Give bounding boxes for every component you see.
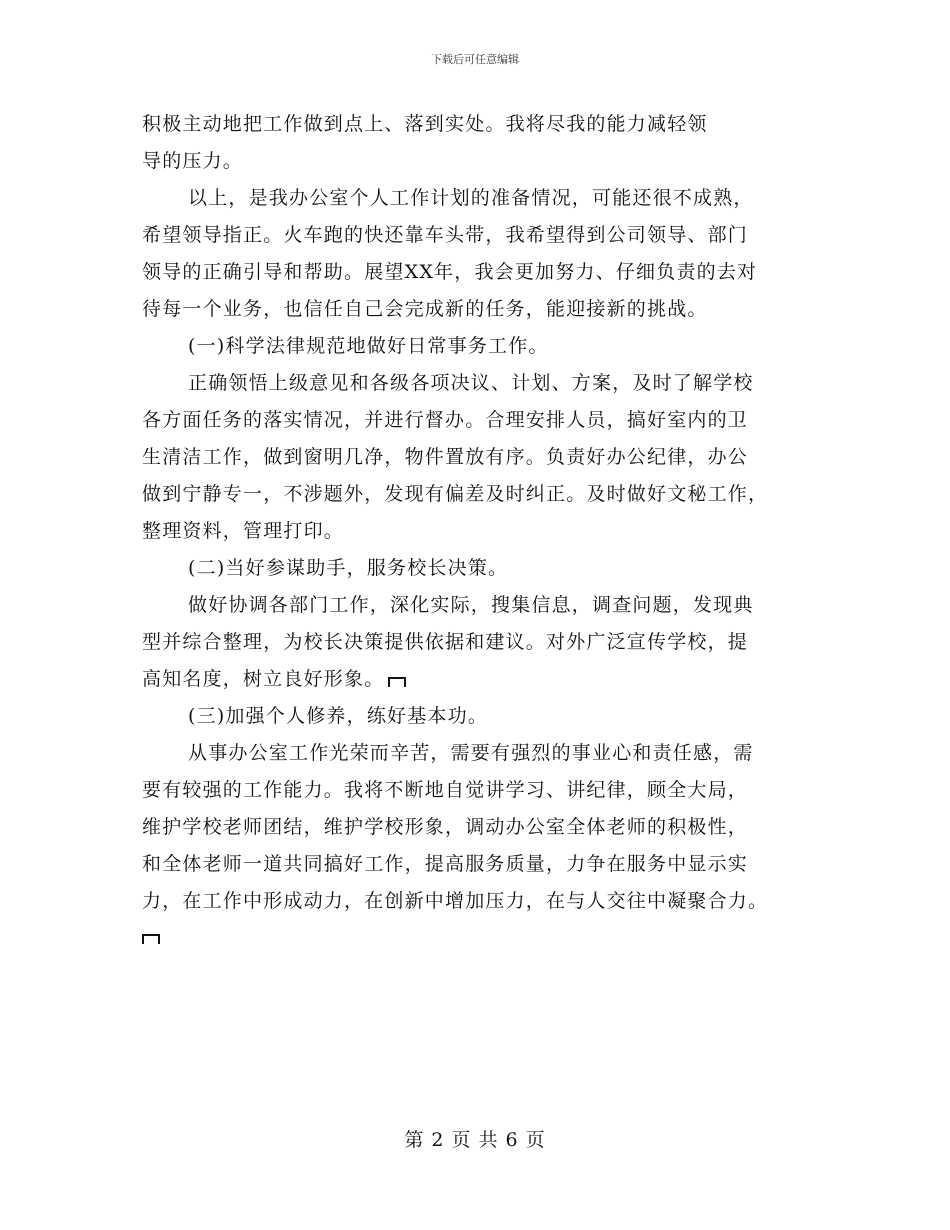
paragraph-line: 以上，是我办公室个人工作计划的准备情况，可能还很不成熟， (188, 187, 754, 209)
section-heading-1: (一)科学法律规范地做好日常事务工作。 (188, 335, 549, 357)
page-number-footer: 第 2 页 共 6 页 (404, 1129, 546, 1151)
document-body (142, 106, 812, 957)
text-line: 生清洁工作，做到窗明几净，物件置放有序。负责好办公纪律，办公 (142, 446, 749, 468)
text-line: 和全体老师一道共同搞好工作，提高服务质量，力争在服务中显示实 (142, 853, 749, 875)
text-line: 型并综合整理，为校长决策提供依据和建议。对外广泛宣传学校，提 (142, 631, 749, 653)
text-line: 做到宁静专一，不涉题外，发现有偏差及时纠正。及时做好文秘工作， (142, 483, 769, 505)
page-header-note: 下载后可任意编辑 (431, 53, 519, 66)
text-line-with-mark (142, 661, 812, 698)
text-line: 导的压力。 (142, 150, 244, 172)
text-line: 高知名度，树立良好形象。 (142, 668, 385, 690)
text-line: 积极主动地把工作做到点上、落到实处。我将尽我的能力减轻领 (142, 113, 708, 135)
bracket-mark-icon (388, 677, 406, 687)
text-line: 希望领导指正。火车跑的快还靠车头带，我希望得到公司领导、部门 (142, 224, 749, 246)
section-heading-3: (三)加强个人修养，练好基本功。 (188, 705, 489, 727)
text-line: 各方面任务的落实情况，并进行督办。合理安排人员，搞好室内的卫 (142, 409, 749, 431)
text-line: 要有较强的工作能力。我将不断地自觉讲学习、讲纪律，顾全大局， (142, 779, 749, 801)
text-line: 力，在工作中形成动力，在创新中增加压力，在与人交往中凝聚合力。 (142, 890, 769, 912)
paragraph-end-mark (142, 920, 812, 957)
text-line: 待每一个业务，也信任自己会完成新的任务，能迎接新的挑战。 (142, 298, 708, 320)
text-line: 领导的正确引导和帮助。展望XX年，我会更加努力、仔细负责的去对 (142, 261, 758, 283)
paragraph-line: 从事办公室工作光荣而辛苦，需要有强烈的事业心和责任感，需 (188, 742, 754, 764)
paragraph-line: 做好协调各部门工作，深化实际，搜集信息，调查问题，发现典 (188, 594, 754, 616)
bracket-mark-icon (142, 934, 160, 944)
text-line: 维护学校老师团结，维护学校形象，调动办公室全体老师的积极性， (142, 816, 749, 838)
text-line: 整理资料，管理打印。 (142, 520, 345, 542)
section-heading-2: (二)当好参谋助手，服务校长决策。 (188, 557, 509, 579)
paragraph-line: 正确领悟上级意见和各级各项决议、计划、方案，及时了解学校 (188, 372, 754, 394)
